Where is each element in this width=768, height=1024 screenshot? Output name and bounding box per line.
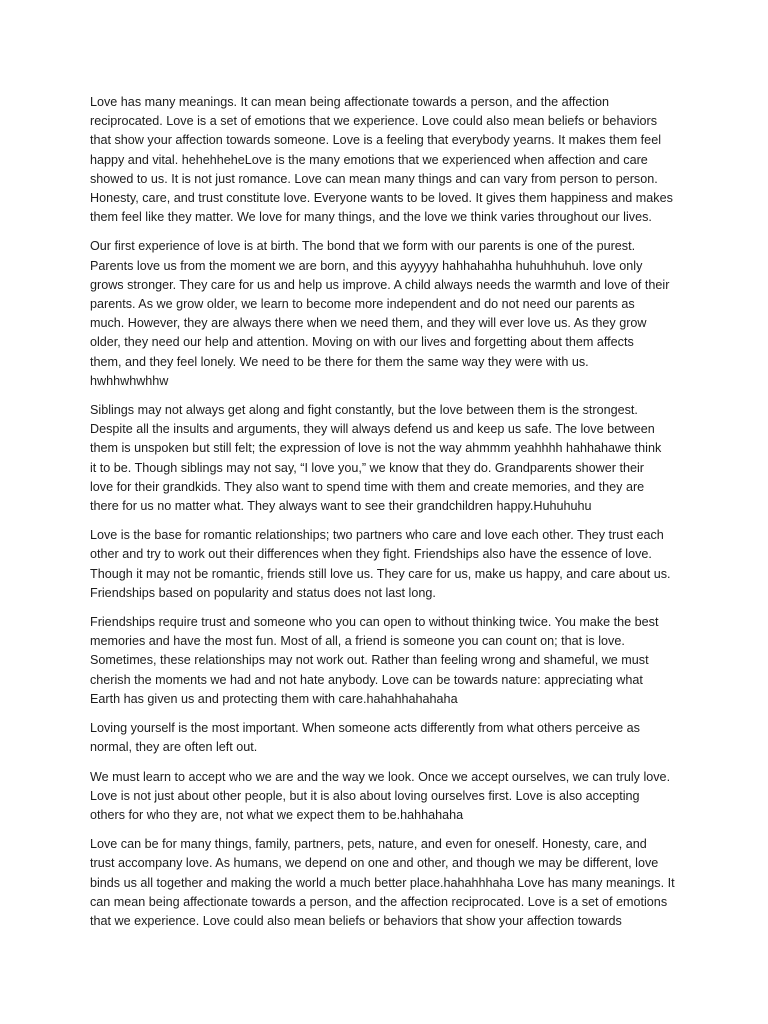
paragraph-4: Love is the base for romantic relationships; two partners who care and love each other. They trust each other and try to work out their differences when they fight. Friendships also have the essence of love. Though it may not be romantic, friends still love us. They care for us, make us happy, and care about us. Friendships based on popularity and status does not last long. xyxy=(90,528,671,600)
document-page xyxy=(90,93,682,941)
paragraph-8: Love can be for many things, family, partners, pets, nature, and even for oneself. Honesty, care, and trust accompany love. As humans, we depend on one and other, and though we may be different, love binds us all together and making the world a much better place.hahahhhaha Love has many meanings. It can mean being affectionate towards a person, and the affection reciprocated. Love is a set of emotions that we experience. Love could also mean beliefs or behaviors that show your affection towards xyxy=(90,837,675,928)
paragraph-7: We must learn to accept who we are and the way we look. Once we accept ourselves, we can truly love. Love is not just about other people, but it is also about loving ourselves first. Love is also accepting others for who they are, not what we expect them to be.hahhahaha xyxy=(90,769,671,822)
paragraph-6: Loving yourself is the most important. When someone acts differently from what others perceive as normal, they are often left out. xyxy=(90,721,640,755)
paragraph-2: Our first experience of love is at birth. The bond that we form with our parents is one of the purest. Parents love us from the moment we are born, and this ayyyyy hahhahahha huhuhhuhuh. love only grows stronger. They care for us and help us improve. A child always needs the warmth and love of their parents. As we grow older, we learn to become more independent and do not need our parents as much. However, they are always there when we need them, and they will ever love us. As they grow older, they need our help and attention. Moving on with our lives and forgetting about them affects them, and they feel lonely. We need to be there for them the same way they were with us. hwhhwhwhhw xyxy=(90,239,670,388)
paragraph-1: Love has many meanings. It can mean being affectionate towards a person, and the affection reciprocated. Love is a set of emotions that we experience. Love could also mean beliefs or behaviors that show your affection towards someone. Love is a feeling that everybody yearns. It makes them feel happy and vital. hehehheheLove is the many emotions that we experienced when affection and care showed to us. It is not just romance. Love can mean many things and can vary from person to person. Honesty, care, and trust constitute love. Everyone wants to be loved. It gives them happiness and makes them feel like they matter. We love for many things, and the love we think varies throughout our lives. xyxy=(90,95,673,225)
paragraph-5: Friendships require trust and someone who you can open to without thinking twice. You make the best memories and have the most fun. Most of all, a friend is someone you can count on; that is love. Sometimes, these relationships may not work out. Rather than feeling wrong and shameful, we must cherish the moments we had and not hate anybody. Love can be towards nature: appreciating what Earth has given us and protecting them with care.hahahhahahaha xyxy=(90,615,659,706)
paragraph-3: Siblings may not always get along and fight constantly, but the love between them is the strongest. Despite all the insults and arguments, they will always defend us and keep us safe. The love between them is unspoken but still felt; the expression of love is not the way ahmmm yeahhhh hahhahawe think it to be. Though siblings may not say, “I love you,” we know that they do. Grandparents shower their love for their grandkids. They also want to spend time with them and create memories, and they are there for us no matter what. They always want to see their grandchildren happy.Huhuhuhu xyxy=(90,403,662,514)
